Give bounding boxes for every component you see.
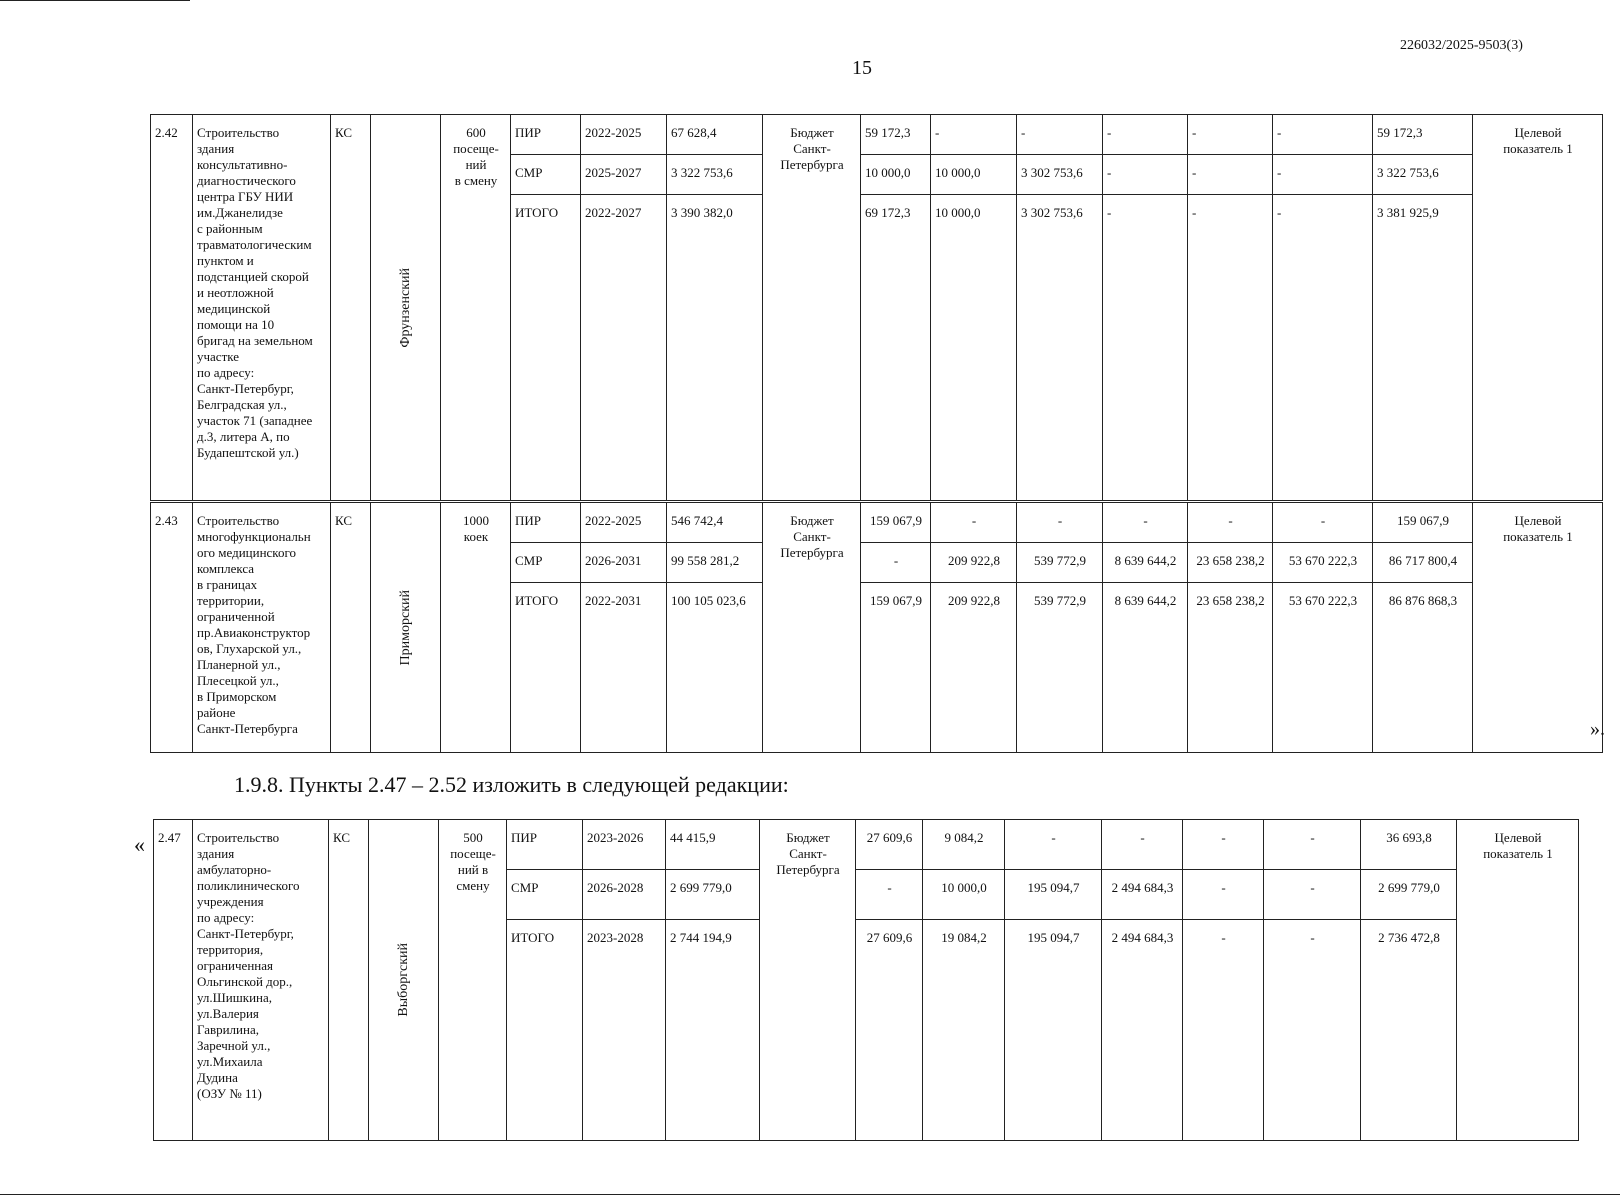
stage-label: СМР xyxy=(511,543,581,583)
table-row-2-47 xyxy=(153,819,1579,1141)
year-value: 10 000,0 xyxy=(923,870,1005,920)
year-value: 159 067,9 xyxy=(861,583,931,753)
capacity: 600 посеще- ний в смену xyxy=(441,115,511,501)
opening-quote: « xyxy=(134,832,145,857)
year-value: 539 772,9 xyxy=(1017,583,1103,753)
year-value: 195 094,7 xyxy=(1005,920,1102,1141)
stage-total: 2 699 779,0 xyxy=(1361,870,1457,920)
stage-cost: 99 558 281,2 xyxy=(667,543,763,583)
stage-label: ПИР xyxy=(511,115,581,155)
year-value: - xyxy=(1188,503,1273,543)
year-value: - xyxy=(1017,503,1103,543)
funding-source: Бюджет Санкт- Петербурга xyxy=(763,503,861,753)
stage-label: ИТОГО xyxy=(511,195,581,501)
year-value: - xyxy=(1103,503,1188,543)
year-value: 8 639 644,2 xyxy=(1103,583,1188,753)
stage-cost: 3 322 753,6 xyxy=(667,155,763,195)
stage-cost: 3 390 382,0 xyxy=(667,195,763,501)
year-value: 27 609,6 xyxy=(856,920,923,1141)
year-value: 8 639 644,2 xyxy=(1103,543,1188,583)
stage-label: ПИР xyxy=(511,503,581,543)
year-value: 19 084,2 xyxy=(923,920,1005,1141)
target-indicator: Целевой показатель 1 xyxy=(1457,820,1579,1141)
year-value: - xyxy=(931,115,1017,155)
year-value: 2 494 684,3 xyxy=(1102,920,1183,1141)
stage-total: 159 067,9 xyxy=(1373,503,1473,543)
year-value: - xyxy=(1103,155,1188,195)
funding-source: Бюджет Санкт- Петербурга xyxy=(763,115,861,501)
year-value: 53 670 222,3 xyxy=(1273,583,1373,753)
stage-label: ИТОГО xyxy=(507,920,583,1141)
year-value: 23 658 238,2 xyxy=(1188,583,1273,753)
stage-period: 2022-2025 xyxy=(581,115,667,155)
stage-period: 2023-2028 xyxy=(583,920,666,1141)
capacity: 1000 коек xyxy=(441,503,511,753)
stage-period: 2022-2031 xyxy=(581,583,667,753)
table-row-2-43 xyxy=(150,502,1603,753)
year-value: - xyxy=(1264,920,1361,1141)
district-cell xyxy=(369,820,439,1141)
year-value: 195 094,7 xyxy=(1005,870,1102,920)
year-value: - xyxy=(1273,195,1373,501)
year-value: - xyxy=(856,870,923,920)
funding-source: Бюджет Санкт- Петербурга xyxy=(760,820,856,1141)
object-type: КС xyxy=(329,820,369,1141)
object-name: Строительство здания амбулаторно- поликлинического учреждения по адресу: Санкт-Петербург, территория, ограниченная Ольгинской дор., ул.Шишкина, ул.Валерия Гаврилина, Заречной ул., ул.Михаила Дудина (ОЗУ № 11) xyxy=(193,820,329,1141)
row-number: 2.47 xyxy=(154,820,193,1141)
stage-period: 2026-2031 xyxy=(581,543,667,583)
stage-total: 86 876 868,3 xyxy=(1373,583,1473,753)
year-value: 10 000,0 xyxy=(861,155,931,195)
year-value: - xyxy=(1103,115,1188,155)
stage-period: 2025-2027 xyxy=(581,155,667,195)
stage-total: 59 172,3 xyxy=(1373,115,1473,155)
object-name: Строительство многофункциональн ого медицинского комплекса в границах территории, ограниченной пр.Авиаконструктор ов, Глухарской ул., Планерной ул., Плесецкой ул., в Приморском районе Санкт-Петербурга xyxy=(193,503,331,753)
district-cell xyxy=(371,115,441,501)
year-value: - xyxy=(1102,820,1183,870)
stage-total: 3 322 753,6 xyxy=(1373,155,1473,195)
stage-cost: 44 415,9 xyxy=(666,820,760,870)
year-value: 27 609,6 xyxy=(856,820,923,870)
stage-cost: 100 105 023,6 xyxy=(667,583,763,753)
year-value: 3 302 753,6 xyxy=(1017,155,1103,195)
district-name: Приморский xyxy=(397,589,413,666)
stage-label: ПИР xyxy=(507,820,583,870)
bottom-rule xyxy=(0,1194,1620,1195)
year-value: - xyxy=(1264,870,1361,920)
year-value: - xyxy=(1273,503,1373,543)
year-value: - xyxy=(1188,155,1273,195)
table-row-2-42 xyxy=(150,114,1603,501)
year-value: 59 172,3 xyxy=(861,115,931,155)
stage-period: 2023-2026 xyxy=(583,820,666,870)
year-value: - xyxy=(931,503,1017,543)
stage-total: 86 717 800,4 xyxy=(1373,543,1473,583)
stage-total: 3 381 925,9 xyxy=(1373,195,1473,501)
stage-total: 36 693,8 xyxy=(1361,820,1457,870)
capacity: 500 посеще- ний в смену xyxy=(439,820,507,1141)
stage-cost: 2 699 779,0 xyxy=(666,870,760,920)
object-type: КС xyxy=(331,115,371,501)
year-value: - xyxy=(1273,155,1373,195)
year-value: - xyxy=(1188,115,1273,155)
stage-period: 2022-2025 xyxy=(581,503,667,543)
stage-label: СМР xyxy=(511,155,581,195)
page-number: 15 xyxy=(852,57,872,79)
stage-total: 2 736 472,8 xyxy=(1361,920,1457,1141)
year-value: 539 772,9 xyxy=(1017,543,1103,583)
year-value: 10 000,0 xyxy=(931,195,1017,501)
stage-cost: 546 742,4 xyxy=(667,503,763,543)
stage-period: 2022-2027 xyxy=(581,195,667,501)
amendment-paragraph: 1.9.8. Пункты 2.47 – 2.52 изложить в следующей редакции: xyxy=(234,772,789,797)
object-name: Строительство здания консультативно- диагностического центра ГБУ НИИ им.Джанелидзе с районным травматологическим пунктом и подстанцией скорой и неотложной медицинской помощи на 10 бригад на земельном участке по адресу: Санкт-Петербург, Белградская ул., участок 71 (западнее д.3, литера А, по Будапештской ул.) xyxy=(193,115,331,501)
year-value: - xyxy=(1264,820,1361,870)
year-value: 159 067,9 xyxy=(861,503,931,543)
top-rule xyxy=(0,0,190,1)
row-number: 2.42 xyxy=(151,115,193,501)
district-name: Выборгский xyxy=(395,943,411,1017)
stage-cost: 67 628,4 xyxy=(667,115,763,155)
closing-quote: ». xyxy=(1590,718,1605,740)
target-indicator: Целевой показатель 1 xyxy=(1473,115,1603,501)
district-cell xyxy=(371,503,441,753)
target-indicator: Целевой показатель 1 xyxy=(1473,503,1603,753)
year-value: - xyxy=(1183,820,1264,870)
year-value: - xyxy=(861,543,931,583)
year-value: 53 670 222,3 xyxy=(1273,543,1373,583)
year-value: 9 084,2 xyxy=(923,820,1005,870)
year-value: - xyxy=(1183,870,1264,920)
district-name: Фрунзенский xyxy=(397,267,413,348)
year-value: 69 172,3 xyxy=(861,195,931,501)
object-type: КС xyxy=(331,503,371,753)
year-value: - xyxy=(1017,115,1103,155)
year-value: 23 658 238,2 xyxy=(1188,543,1273,583)
stage-label: ИТОГО xyxy=(511,583,581,753)
row-number: 2.43 xyxy=(151,503,193,753)
year-value: 209 922,8 xyxy=(931,583,1017,753)
stage-label: СМР xyxy=(507,870,583,920)
year-value: - xyxy=(1183,920,1264,1141)
stage-cost: 2 744 194,9 xyxy=(666,920,760,1141)
stage-period: 2026-2028 xyxy=(583,870,666,920)
year-value: - xyxy=(1103,195,1188,501)
year-value: 3 302 753,6 xyxy=(1017,195,1103,501)
year-value: 10 000,0 xyxy=(931,155,1017,195)
year-value: 209 922,8 xyxy=(931,543,1017,583)
year-value: - xyxy=(1188,195,1273,501)
year-value: - xyxy=(1005,820,1102,870)
year-value: 2 494 684,3 xyxy=(1102,870,1183,920)
document-id: 226032/2025-9503(3) xyxy=(1400,38,1523,53)
year-value: - xyxy=(1273,115,1373,155)
